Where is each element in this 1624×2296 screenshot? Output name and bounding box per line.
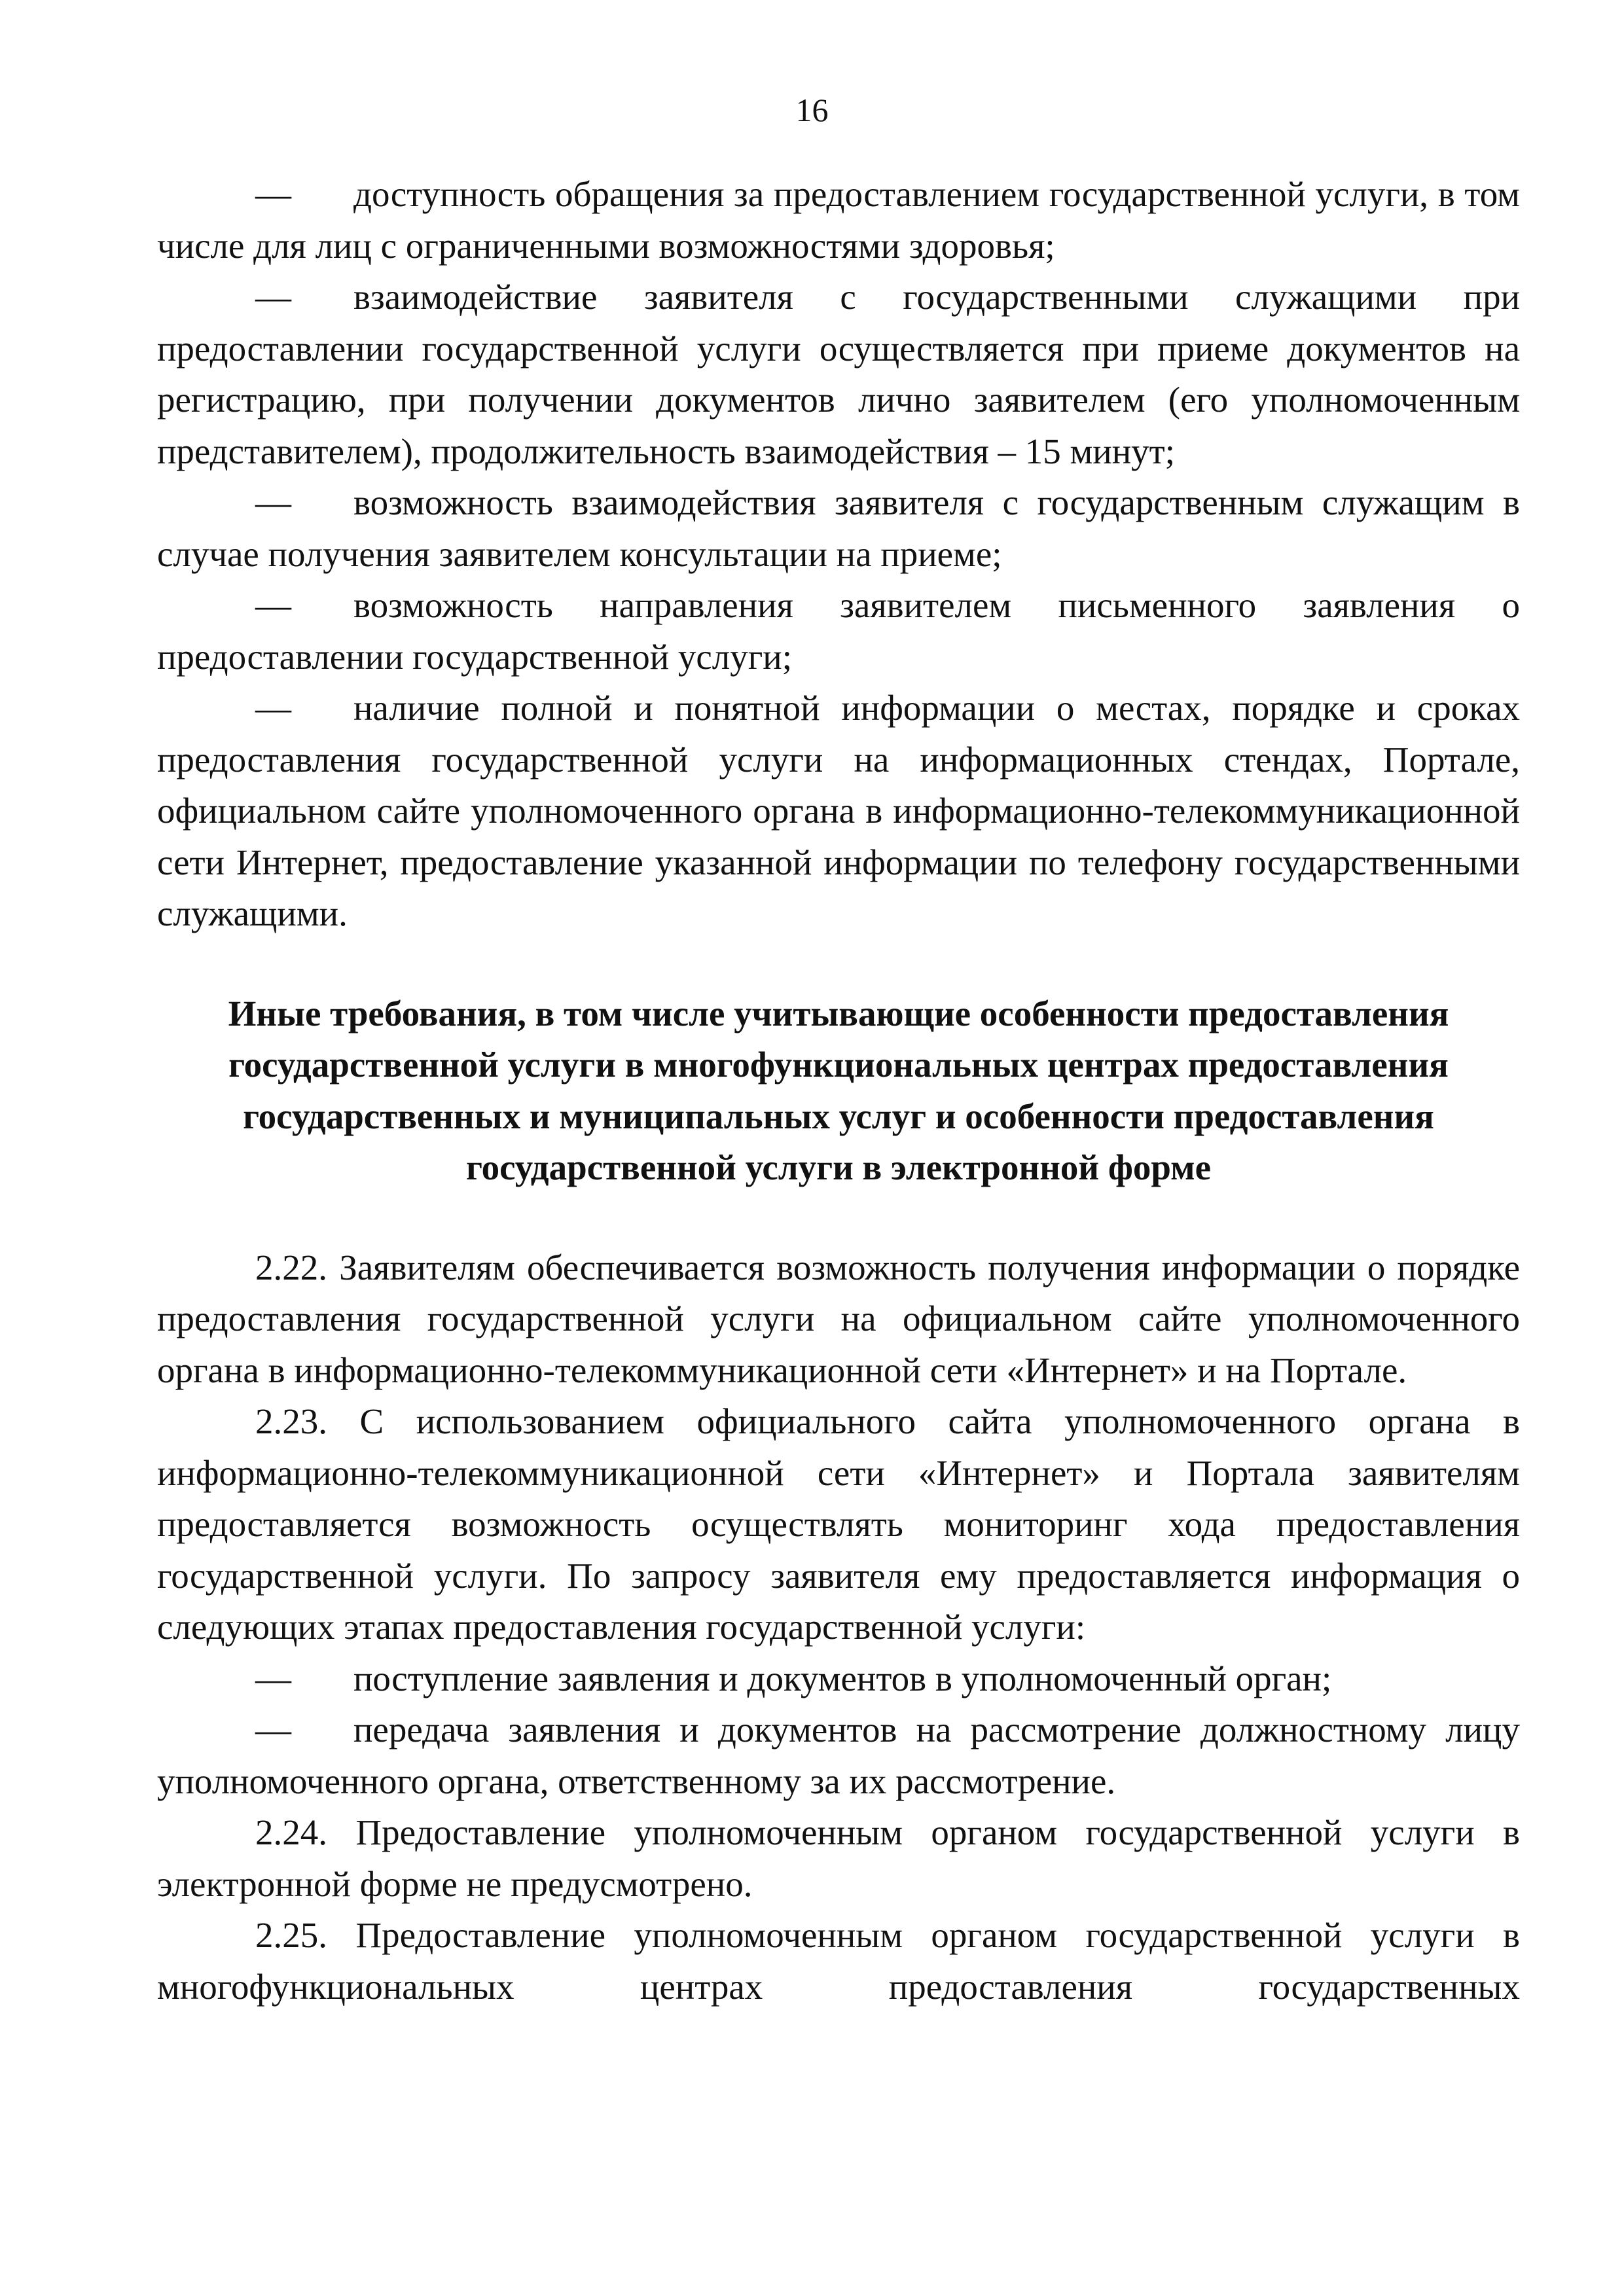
list-item-text: возможность взаимодействия заявителя с государственным служащим в случае получения заявителем консультации на приеме; [157, 482, 1520, 574]
spacer [157, 940, 1520, 988]
paragraph-2-23: 2.23. С использованием официального сайта уполномоченного органа в информационно-телекоммуникационной сети «Интернет» и Портала заявителям предоставляется возможность осуществлять мониторинг хода предоставления государственной услуги. По запросу заявителя ему предоставляется информация о следующих этапах предоставления государственной услуги: [157, 1401, 1520, 1647]
document-body [157, 169, 1520, 2013]
list-item-text: возможность направления заявителем письменного заявления о предоставлении государственной услуги; [157, 585, 1520, 677]
list-item [157, 1704, 1520, 1807]
list-item-text: взаимодействие заявителя с государственными служащими при предоставлении государственной услуги осуществляется при приеме документов на регистрацию, при получении документов лично заявителем (его уполномоченным представителем), продолжительность взаимодействия – 15 минут; [157, 277, 1520, 471]
list-item-text: наличие полной и понятной информации о местах, порядке и сроках предоставления государственной услуги на информационных стендах, Портале, официальном сайте уполномоченного органа в информационно-телекоммуникационной сети Интернет, предоставление указанной информации по телефону государственными служащими. [157, 688, 1520, 933]
spacer [157, 1194, 1520, 1242]
paragraph-2-24: 2.24. Предоставление уполномоченным органом государственной услуги в электронной форме не предусмотрено. [157, 1812, 1520, 1904]
dash-marker: — [255, 1658, 291, 1698]
list-item [157, 272, 1520, 477]
list-item [157, 1653, 1520, 1705]
list-item-text: поступление заявления и документов в уполномоченный орган; [353, 1658, 1332, 1698]
list-item [157, 683, 1520, 940]
list-item [157, 477, 1520, 580]
paragraph-2-22: 2.22. Заявителям обеспечивается возможность получения информации о порядке предоставления государственной услуги на официальном сайте уполномоченного органа в информационно-телекоммуникационной сети «Интернет» и на Портале. [157, 1247, 1520, 1390]
section-heading: Иные требования, в том числе учитывающие особенности предоставления государственной услуги в многофункциональных центрах предоставления государственных и муниципальных услуг и особенности предоставления государственной услуги в электронной форме [228, 993, 1449, 1187]
list-item-text: передача заявления и документов на рассмотрение должностному лицу уполномоченного органа, ответственному за их рассмотрение. [157, 1710, 1520, 1801]
dash-marker: — [255, 688, 291, 728]
dash-marker: — [255, 174, 291, 214]
list-item [157, 580, 1520, 683]
list-item-text: доступность обращения за предоставлением государственной услуги, в том числе для лиц с ограниченными возможностями здоровья; [157, 174, 1520, 266]
list-item [157, 169, 1520, 272]
paragraph-2-25: 2.25. Предоставление уполномоченным органом государственной услуги в многофункциональных центрах предоставления государственных [157, 1915, 1520, 2007]
dash-marker: — [255, 585, 291, 625]
dash-marker: — [255, 277, 291, 317]
dash-marker: — [255, 482, 291, 522]
dash-marker: — [255, 1710, 291, 1749]
page-number: 16 [795, 92, 829, 128]
